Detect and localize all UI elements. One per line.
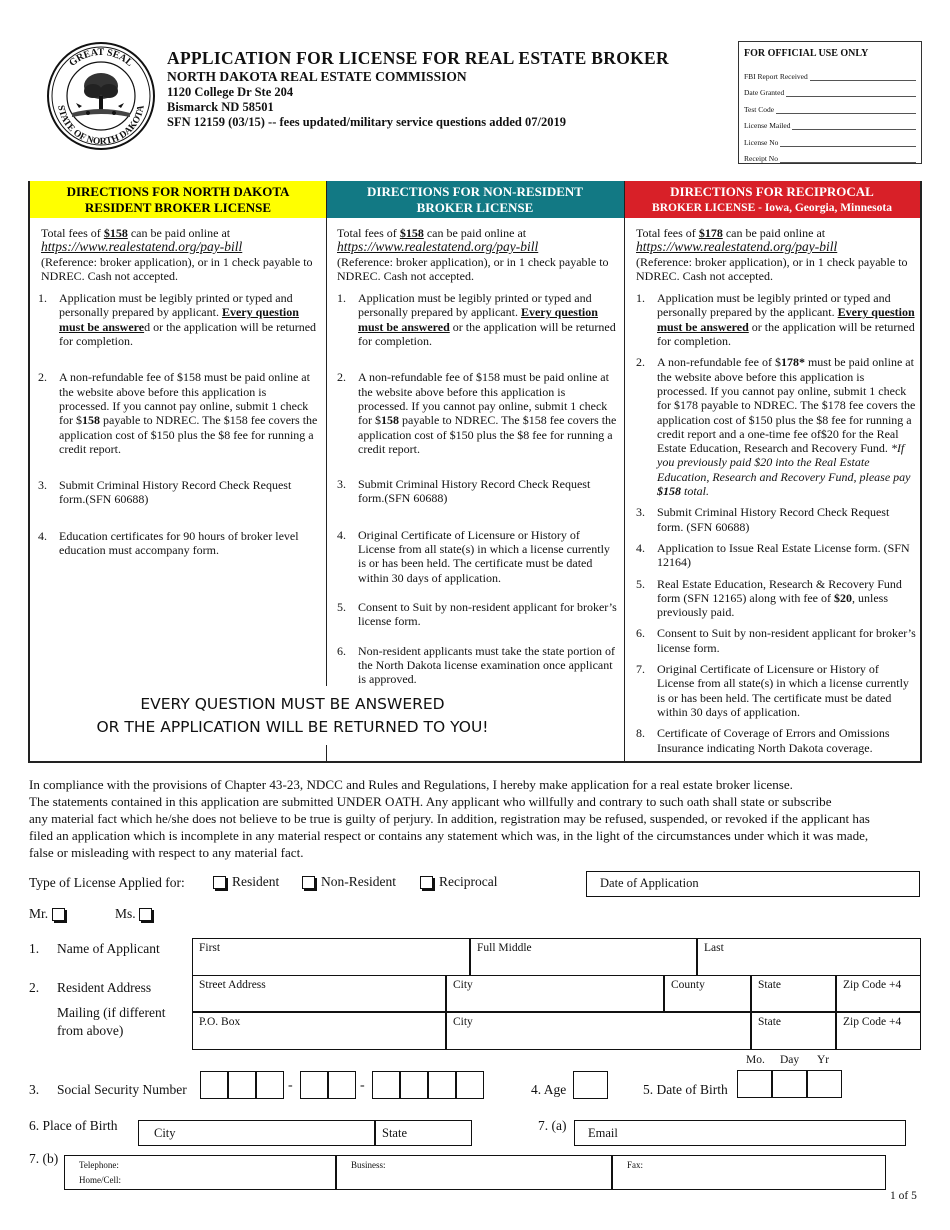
middle-name-field[interactable]: Full Middle (470, 938, 697, 976)
official-field: License No (744, 130, 916, 147)
email-field[interactable]: Email (574, 1120, 906, 1146)
list-item: 3. Submit Criminal History Record Check Request form.(SFN 60688) (337, 477, 591, 506)
reciprocal-fee-text: Total fees of $178 can be paid online at https://www.realestatend.org/pay-bill (Reference: broker application), or in 1 check payable to NDREC. Cash not accepted. (636, 226, 908, 283)
list-item: 1. Application must be legibly printed or typed and personally prepared by the applicant. Every question must be answered or the application will be returned for completion. (636, 291, 915, 349)
list-item: 3. Submit Criminal History Record Check Request form.(SFN 60688) (38, 478, 292, 507)
ssn-dash: - (360, 1078, 365, 1093)
agency-address-line1: 1120 College Dr Ste 204 (167, 85, 294, 99)
list-item: 5. Consent to Suit by non-resident applicant for broker’s license form. (337, 599, 617, 629)
home-phone-field[interactable]: Telephone: Home/Cell: (64, 1155, 336, 1190)
ssn-digit-box[interactable] (456, 1071, 484, 1099)
ssn-label: Social Security Number (57, 1082, 187, 1097)
official-field: FBI Report Received (744, 64, 916, 81)
zip-field[interactable]: Zip Code +4 (836, 975, 921, 1012)
fax-field[interactable]: Fax: (612, 1155, 886, 1190)
age-field[interactable] (573, 1071, 608, 1099)
list-item: 6. Non-resident applicants must take the state portion of the North Dakota license examination once applicant is approved. (337, 643, 615, 687)
resident-heading: DIRECTIONS FOR NORTH DAKOTA RESIDENT BROKER LICENSE (30, 181, 326, 218)
list-item: 7. Original Certificate of Licensure or History of License from all state(s) in which a license currently is or has been held. The certificate must be dated within 30 days of application. (636, 662, 909, 719)
list-item: 1. Application must be legibly printed or typed and personally prepared by applicant. Every question must be answered or the application will be returned for completion. (38, 291, 317, 349)
dob-day-header: Day (780, 1054, 800, 1066)
q2-number: 2. (29, 980, 40, 995)
list-item: 4. Application to Issue Real Estate License form. (SFN 12164) (636, 540, 910, 570)
first-name-field[interactable]: First (192, 938, 470, 976)
nonresident-checkbox[interactable]: Non-Resident (302, 874, 396, 890)
mailing-zip-field[interactable]: Zip Code +4 (836, 1012, 921, 1050)
q7a-label: 7. (a) (538, 1118, 567, 1133)
reciprocal-heading: DIRECTIONS FOR RECIPROCAL BROKER LICENSE - Iowa, Georgia, Minnesota (624, 181, 920, 218)
list-item: 3. Submit Criminal History Record Check Request form. (SFN 60688) (636, 505, 890, 534)
column-divider (624, 181, 625, 763)
list-item: 2. A non-refundable fee of $158 must be paid online at the website above before this application is processed. If you cannot pay online, submit 1 check for $158 payable to NDREC. The $158 fee covers the application cost of $150 plus the $8 fee for running a credit report. (337, 370, 617, 456)
resident-fee-text: Total fees of $158 can be paid online at https://www.realestatend.org/pay-bill (Reference: broker application), or in 1 check payable to NDREC. Cash not accepted. (41, 226, 313, 283)
list-item: 4. Education certificates for 90 hours of broker level education must accompany form. (38, 528, 299, 558)
q1-number: 1. (29, 941, 40, 956)
nonresident-fee-text: Total fees of $158 can be paid online at https://www.realestatend.org/pay-bill (Reference: broker application), or in 1 check payable to NDREC. Cash not accepted. (337, 226, 609, 283)
license-type-label: Type of License Applied for: (29, 875, 185, 890)
resident-checkbox[interactable]: Resident (213, 874, 279, 890)
mailing-state-field[interactable]: State (751, 1012, 836, 1050)
official-use-box (738, 41, 922, 164)
list-item: 4. Original Certificate of Licensure or History of License from all state(s) in which a license currently is or has been held. The certificate must be dated within 30 days of application. (337, 527, 610, 585)
birth-city-field[interactable]: City (138, 1120, 375, 1146)
mailing-address-label-2: from above) (57, 1023, 124, 1038)
dob-day-field[interactable] (772, 1070, 807, 1098)
official-use-title: FOR OFFICIAL USE ONLY (744, 48, 869, 59)
agency-address-line2: Bismarck ND 58501 (167, 100, 274, 114)
ssn-digit-box[interactable] (328, 1071, 356, 1099)
q7b-label: 7. (b) (29, 1151, 59, 1166)
name-of-applicant-label: Name of Applicant (57, 941, 160, 956)
date-of-birth-label: 5. Date of Birth (643, 1082, 728, 1097)
ssn-digit-box[interactable] (372, 1071, 400, 1099)
form-title: APPLICATION FOR LICENSE FOR REAL ESTATE BROKER (167, 48, 669, 68)
county-field[interactable]: County (664, 975, 751, 1012)
resident-address-label: Resident Address (57, 980, 152, 995)
mailing-address-label: Mailing (if different (57, 1005, 166, 1020)
list-item: 5. Real Estate Education, Research & Recovery Fund form (SFN 12165) along with fee of $20, unless previously paid. (636, 576, 902, 620)
reciprocal-directions (636, 226, 916, 755)
warning-text: EVERY QUESTION MUST BE ANSWERED OR THE APPLICATION WILL BE RETURNED TO YOU! (96, 695, 489, 736)
column-divider (326, 745, 327, 762)
dob-month-field[interactable] (737, 1070, 772, 1098)
pay-bill-link[interactable]: https://www.realestatend.org/pay-bill (337, 239, 539, 255)
list-item: 6. Consent to Suit by non-resident applicant for broker’s license form. (636, 626, 916, 655)
compliance-statement: In compliance with the provisions of Chapter 43-23, NDCC and Rules and Regulations, I hereby make application for a real estate broker license. The statements contained in this application are submitted UNDER OATH. Any applicant who willfully and contrary to such oath shall state or subscribe any material fact which he/she does not believe to be true is guilty of perjury. In addition, registration may be refused, suspended, or revoked if the applicant has filed an application which is incomplete in any material respect or contains any statement which was, in the light of the circumstances under which it was made, false or misleading with respect to any material fact. (29, 777, 870, 860)
ssn-digit-box[interactable] (228, 1071, 256, 1099)
ms-checkbox[interactable]: Ms. (115, 906, 158, 922)
pay-bill-link[interactable]: https://www.realestatend.org/pay-bill (636, 239, 838, 255)
list-item: 8. Certificate of Coverage of Errors and Omissions Insurance indicating North Dakota coverage. (636, 726, 890, 755)
mailing-city-field[interactable]: City (446, 1012, 751, 1050)
pay-bill-link[interactable]: https://www.realestatend.org/pay-bill (41, 239, 243, 255)
list-item: 1. Application must be legibly printed or typed and personally prepared by applicant. Every question must be answered or the application will be returned for completion. (337, 291, 616, 349)
page-number: 1 of 5 (890, 1190, 917, 1202)
ssn-digit-box[interactable] (428, 1071, 456, 1099)
ssn-digit-box[interactable] (256, 1071, 284, 1099)
official-field: Receipt No (744, 147, 916, 164)
place-of-birth-label: 6. Place of Birth (29, 1118, 118, 1133)
age-label: 4. Age (531, 1082, 567, 1097)
city-field[interactable]: City (446, 975, 664, 1012)
state-field[interactable]: State (751, 975, 836, 1012)
column-divider (326, 181, 327, 686)
dob-month-header: Mo. (746, 1054, 765, 1066)
official-field: Test Code (744, 97, 916, 114)
svg-text:STATE OF NORTH DAKOTA: STATE OF NORTH DAKOTA (55, 104, 147, 148)
street-address-field[interactable]: Street Address (192, 975, 446, 1012)
ssn-digit-box[interactable] (200, 1071, 228, 1099)
ssn-digit-box[interactable] (400, 1071, 428, 1099)
dob-year-header: Yr (817, 1054, 830, 1066)
last-name-field[interactable]: Last (697, 938, 921, 976)
agency-name: NORTH DAKOTA REAL ESTATE COMMISSION (167, 69, 467, 84)
business-phone-field[interactable]: Business: (336, 1155, 612, 1190)
mr-checkbox[interactable]: Mr. (29, 906, 71, 922)
ssn-digit-box[interactable] (300, 1071, 328, 1099)
date-of-application-field[interactable]: Date of Application (586, 871, 920, 897)
reciprocal-checkbox[interactable]: Reciprocal (420, 874, 497, 890)
great-seal-icon (46, 41, 156, 151)
list-item: 2. A non-refundable fee of $178* must be paid online at the website above before this application is processed. If you cannot pay online, submit 1 check for $178 payable to NDREC. The $178 fee covers the application cost of $150 plus the $8 fee for running a credit report and a one-time fee of$20 for the Real Estate Education, Research and Recovery Fund. *If you previously paid $20 into the Real Estate Education, Research and Recovery Fund, please pay $158 total. (636, 355, 916, 499)
dob-year-field[interactable] (807, 1070, 842, 1098)
birth-state-field[interactable]: State (375, 1120, 472, 1146)
ssn-dash: - (288, 1078, 293, 1093)
nonresident-heading: DIRECTIONS FOR NON-RESIDENT BROKER LICENSE (326, 181, 624, 218)
q3-number: 3. (29, 1082, 40, 1097)
list-item: 2. A non-refundable fee of $158 must be paid online at the website above before this application is processed. If you cannot pay online, submit 1 check for $158 payable to NDREC. The $158 fee covers the application cost of $150 plus the $8 fee for running a credit report. (38, 370, 318, 456)
po-box-field[interactable]: P.O. Box (192, 1012, 446, 1050)
official-field: License Mailed (744, 114, 916, 131)
resident-directions (38, 226, 318, 557)
official-field: Date Granted (744, 81, 916, 98)
form-id: SFN 12159 (03/15) -- fees updated/military service questions added 07/2019 (167, 115, 566, 129)
svg-text:GREAT SEAL: GREAT SEAL (67, 46, 135, 69)
nonresident-directions (337, 226, 617, 686)
